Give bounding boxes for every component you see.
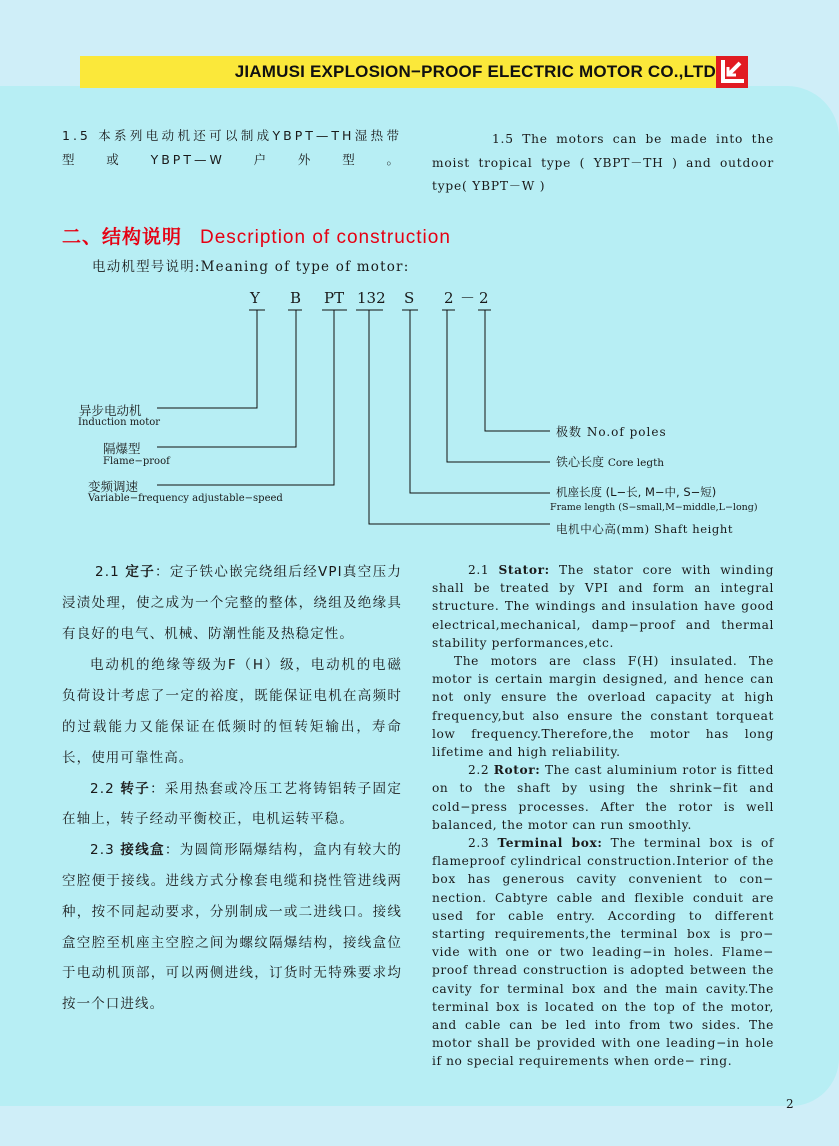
cn-p1-num: 2.1 <box>95 564 120 580</box>
intro-cn: 1.5 本系列电动机还可以制成YBPT—TH湿热带型或YBPT—W户外型。 <box>62 128 402 167</box>
page-number: 2 <box>786 1097 794 1111</box>
label-vfd-cn: 变频调速 <box>88 479 139 494</box>
en-paragraph-rotor <box>432 761 774 834</box>
cn-p3-head: 转子 <box>120 780 151 797</box>
intro-en: 1.5 The motors can be made into the moist tropical type ( YBPT－TH ) and outdoor type( YBPT－W ) <box>432 132 774 193</box>
label-poles: 极数 No.of poles <box>556 425 667 439</box>
header-band <box>80 56 732 88</box>
label-vfd-en: Variable−frequency adjustable−speed <box>88 493 283 504</box>
cn-paragraph-rotor <box>62 774 402 836</box>
section-title-cn: 二、结构说明 <box>62 226 183 248</box>
en-p4-num: 2.3 <box>468 836 490 851</box>
label-induction-cn: 异步电动机 <box>79 403 142 418</box>
cn-body-column <box>62 557 402 1020</box>
model-code-132: 132 <box>357 289 386 307</box>
model-code-y: Y <box>250 289 260 307</box>
cn-p3-num: 2.2 <box>90 780 115 797</box>
en-paragraph-terminal-box <box>432 834 774 1071</box>
en-p3-head: Rotor: <box>493 763 541 778</box>
model-code-2b: 2 <box>479 289 489 307</box>
section-subtitle: 电动机型号说明:Meaning of type of motor: <box>92 259 410 275</box>
en-p2-text: The motors are class F(H) insulated. The motor is certain margin designed, and hence can not only ensure the overload capacity at high frequency,but also ensure the constant torqueat low frequency.Therefore,the motor has long lifetime and high reliability. <box>432 654 774 760</box>
cn-p1-text: ：定子铁心嵌完绕组后经VPI真空压力浸渍处理，使之成为一个完整的整体，绕组及绝缘具有良好的电气、机械、防潮性能及热稳定性。 <box>62 564 402 642</box>
en-p1-text: The stator core with winding shall be treated by VPI and form an integral structure. The windings and insulation have good electrical,mechanical, damp−proof and thermal stability performances,etc. <box>432 563 775 650</box>
cn-paragraph-terminal-box <box>62 835 402 1020</box>
label-frame-en: Frame length (S−small,M−middle,L−long) <box>550 502 758 513</box>
model-code-pt: PT <box>324 289 345 307</box>
label-frame-cn: 机座长度 (L−长, M−中, S−短) <box>556 485 717 499</box>
en-p1-num: 2.1 <box>468 563 490 577</box>
cn-p4-head: 接线盒 <box>120 842 165 859</box>
cn-paragraph-insulation <box>62 650 402 773</box>
cn-p4-num: 2.3 <box>90 842 115 859</box>
en-p3-num: 2.2 <box>468 763 490 778</box>
label-core <box>556 453 664 470</box>
cn-paragraph-stator <box>62 557 402 649</box>
cn-p3-text: ：采用热套或冷压工艺将铸铝转子固定在轴上，转子经动平衡校正，电机运转平稳。 <box>62 780 402 828</box>
section-title-en: Description of construction <box>200 227 451 248</box>
label-flame-en: Flame−proof <box>103 456 170 467</box>
model-code-2a: 2 <box>444 289 454 307</box>
cn-p1-head: 定子 <box>125 564 156 580</box>
model-code-b: B <box>290 289 302 307</box>
en-p4-text: The terminal box is of flameproof cylindrical construction.Interior of the box has generous cavity convenient to con− nection. Cabtyre cable and flexible conduit are used for cable entry. According to different starting requirements,the terminal box is pro− vide with one or two leading−in holes. Flame− proof thread construction is adopted between the cavity for terminal box and the main cavity.The terminal box is located on the top of the motor, and cable can be led into from two sides. The motor shall be provided with one leading−in hole if no special requirements when orde− ring. <box>432 836 775 1069</box>
cn-p4-text: ：为圆筒形隔爆结构，盒内有较大的空腔便于接线。进线方式分橡套电缆和挠性管进线两种，按不同起动要求，分别制成一或二进线口。接线盒空腔至机座主空腔之间为螺纹隔爆结构，接线盒位于电动机顶部，可以两侧进线，订货时无特殊要求均按一个口进线。 <box>62 842 402 1013</box>
en-p4-head: Terminal box: <box>497 836 603 851</box>
company-name: JIAMUSI EXPLOSION−PROOF ELECTRIC MOTOR CO.,LTD <box>234 62 716 81</box>
label-core-en: Core legth <box>607 457 665 469</box>
label-induction-en: Induction motor <box>78 417 161 428</box>
en-paragraph-insulation <box>432 652 774 761</box>
en-p3-text: The cast aluminium rotor is fitted on to the shaft by using the shrink−fit and cold−press processes. After the rotor is well balanced, the motor can run smoothly. <box>432 763 774 832</box>
section-title <box>62 222 451 249</box>
label-shaft: 电机中心高(mm) Shaft height <box>556 522 734 536</box>
cn-p2-text: 电动机的绝缘等级为F（H）级，电动机的电磁负荷设计考虑了一定的裕度，既能保证电机在高频时的过载能力又能保证在低频时的恒转矩输出，寿命长，使用可靠性高。 <box>62 657 402 766</box>
company-logo-icon <box>716 56 748 88</box>
en-paragraph-stator <box>432 561 774 652</box>
model-code-s: S <box>404 289 415 307</box>
en-p1-head: Stator: <box>498 563 550 577</box>
model-code-dash: － <box>460 289 476 307</box>
label-flame-cn: 隔爆型 <box>103 441 141 456</box>
en-body-column <box>432 561 774 1071</box>
label-core-cn: 铁心长度 <box>556 455 605 469</box>
